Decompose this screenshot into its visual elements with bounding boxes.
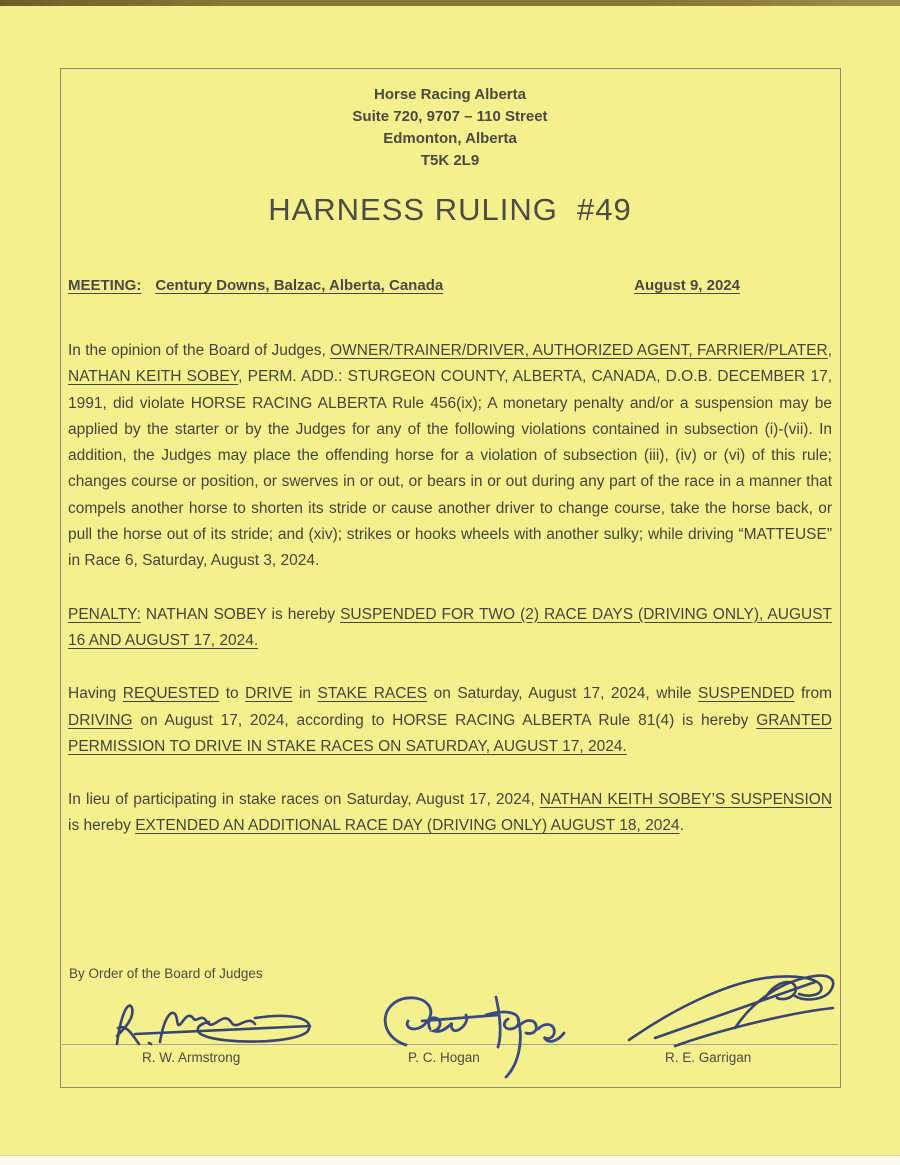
by-order-line: By Order of the Board of Judges — [69, 966, 263, 981]
text-run: STAKE RACES — [317, 685, 428, 703]
org-postal-code: T5K 2L9 — [420, 152, 480, 169]
signature-hogan — [368, 985, 578, 1080]
text-run: NATHAN SOBEY is hereby — [140, 605, 341, 623]
org-address-line1: Suite 720, 9707 – 110 Street — [352, 108, 548, 125]
text-run: , PERM. ADD.: STURGEON COUNTY, ALBERTA, CANADA, D.O.B. DECEMBER 17, 1991, did violate HORSE RACING ALBERTA Rule 456(ix); A monetary penalty and/or a suspension may be applied by the starter or by the Judges for any of the following violations contained in subsection (i)-(vii). In addition, the Judges may place the offending horse for a violation of subsection (iii), (iv) or (vi) of this rule; changes course or position, or swerves in or out, or bears in or out during any part of the race in a manner that compels another horse to shorten its stride or cause another driver to change course, take the horse back, or pull the horse out of its stride; and (xiv); strikes or hooks wheels with another sulky; while driving “MATTEUSE” in Race 6, Saturday, August 3, 2024. — [68, 368, 832, 570]
ruling-body — [68, 338, 832, 867]
meeting-label: MEETING: — [68, 277, 142, 294]
text-run: OWNER/TRAINER/DRIVER, AUTHORIZED AGENT, FARRIER/PLATER — [330, 342, 828, 359]
text-run: DRIVE — [245, 685, 293, 703]
text-run: SUSPENDED — [698, 685, 795, 703]
text-run: in — [292, 685, 318, 703]
scan-edge-top — [0, 0, 900, 6]
letterhead — [0, 84, 900, 172]
document-title: HARNESS RULING #49 — [268, 192, 632, 227]
text-run: from — [794, 685, 832, 703]
text-run: on August 17, 2024, according to HORSE RACING ALBERTA Rule 81(4) is hereby — [132, 711, 757, 729]
meeting-row — [68, 277, 832, 294]
judge-name-hogan: P. C. Hogan — [408, 1050, 480, 1065]
suspension-extension-paragraph — [68, 787, 832, 840]
text-run: NATHAN KEITH SOBEY — [68, 368, 239, 386]
text-run: Having — [68, 685, 123, 703]
violation-paragraph — [68, 338, 832, 575]
org-address-line2: Edmonton, Alberta — [383, 130, 517, 147]
ruling-date: August 9, 2024 — [634, 277, 740, 294]
text-run: to — [219, 685, 246, 703]
text-run: . — [679, 817, 684, 835]
org-name: Horse Racing Alberta — [374, 86, 526, 103]
text-run: GRANTED PERMISSION TO DRIVE IN STAKE RACES ON SATURDAY, AUGUST 17, 2024. — [68, 711, 832, 755]
signature-armstrong — [105, 992, 335, 1054]
penalty-paragraph — [68, 602, 832, 655]
text-run: In lieu of participating in stake races on Saturday, August 17, 2024, — [68, 791, 540, 809]
text-run: , — [827, 342, 832, 359]
text-run: on Saturday, August 17, 2024, while — [427, 685, 699, 703]
stake-race-permission-paragraph — [68, 681, 832, 760]
text-run: NATHAN KEITH SOBEY’S SUSPENSION — [539, 791, 833, 809]
meeting-value: Century Downs, Balzac, Alberta, Canada — [155, 277, 444, 294]
judge-name-armstrong: R. W. Armstrong — [142, 1050, 241, 1065]
text-run: PENALTY: — [68, 605, 141, 623]
text-run: is hereby — [68, 817, 136, 835]
text-run: In the opinion of the Board of Judges, — [68, 342, 331, 359]
scan-edge-bottom — [0, 1155, 900, 1165]
text-run: REQUESTED — [122, 685, 220, 703]
signature-garrigan — [615, 968, 845, 1053]
text-run: DRIVING — [68, 711, 133, 729]
judge-name-garrigan: R. E. Garrigan — [665, 1050, 752, 1065]
text-run: SUSPENDED FOR TWO (2) RACE DAYS (DRIVING ONLY), AUGUST 16 AND AUGUST 17, 2024. — [68, 605, 832, 649]
text-run: EXTENDED AN ADDITIONAL RACE DAY (DRIVING ONLY) AUGUST 18, 2024 — [135, 817, 680, 835]
